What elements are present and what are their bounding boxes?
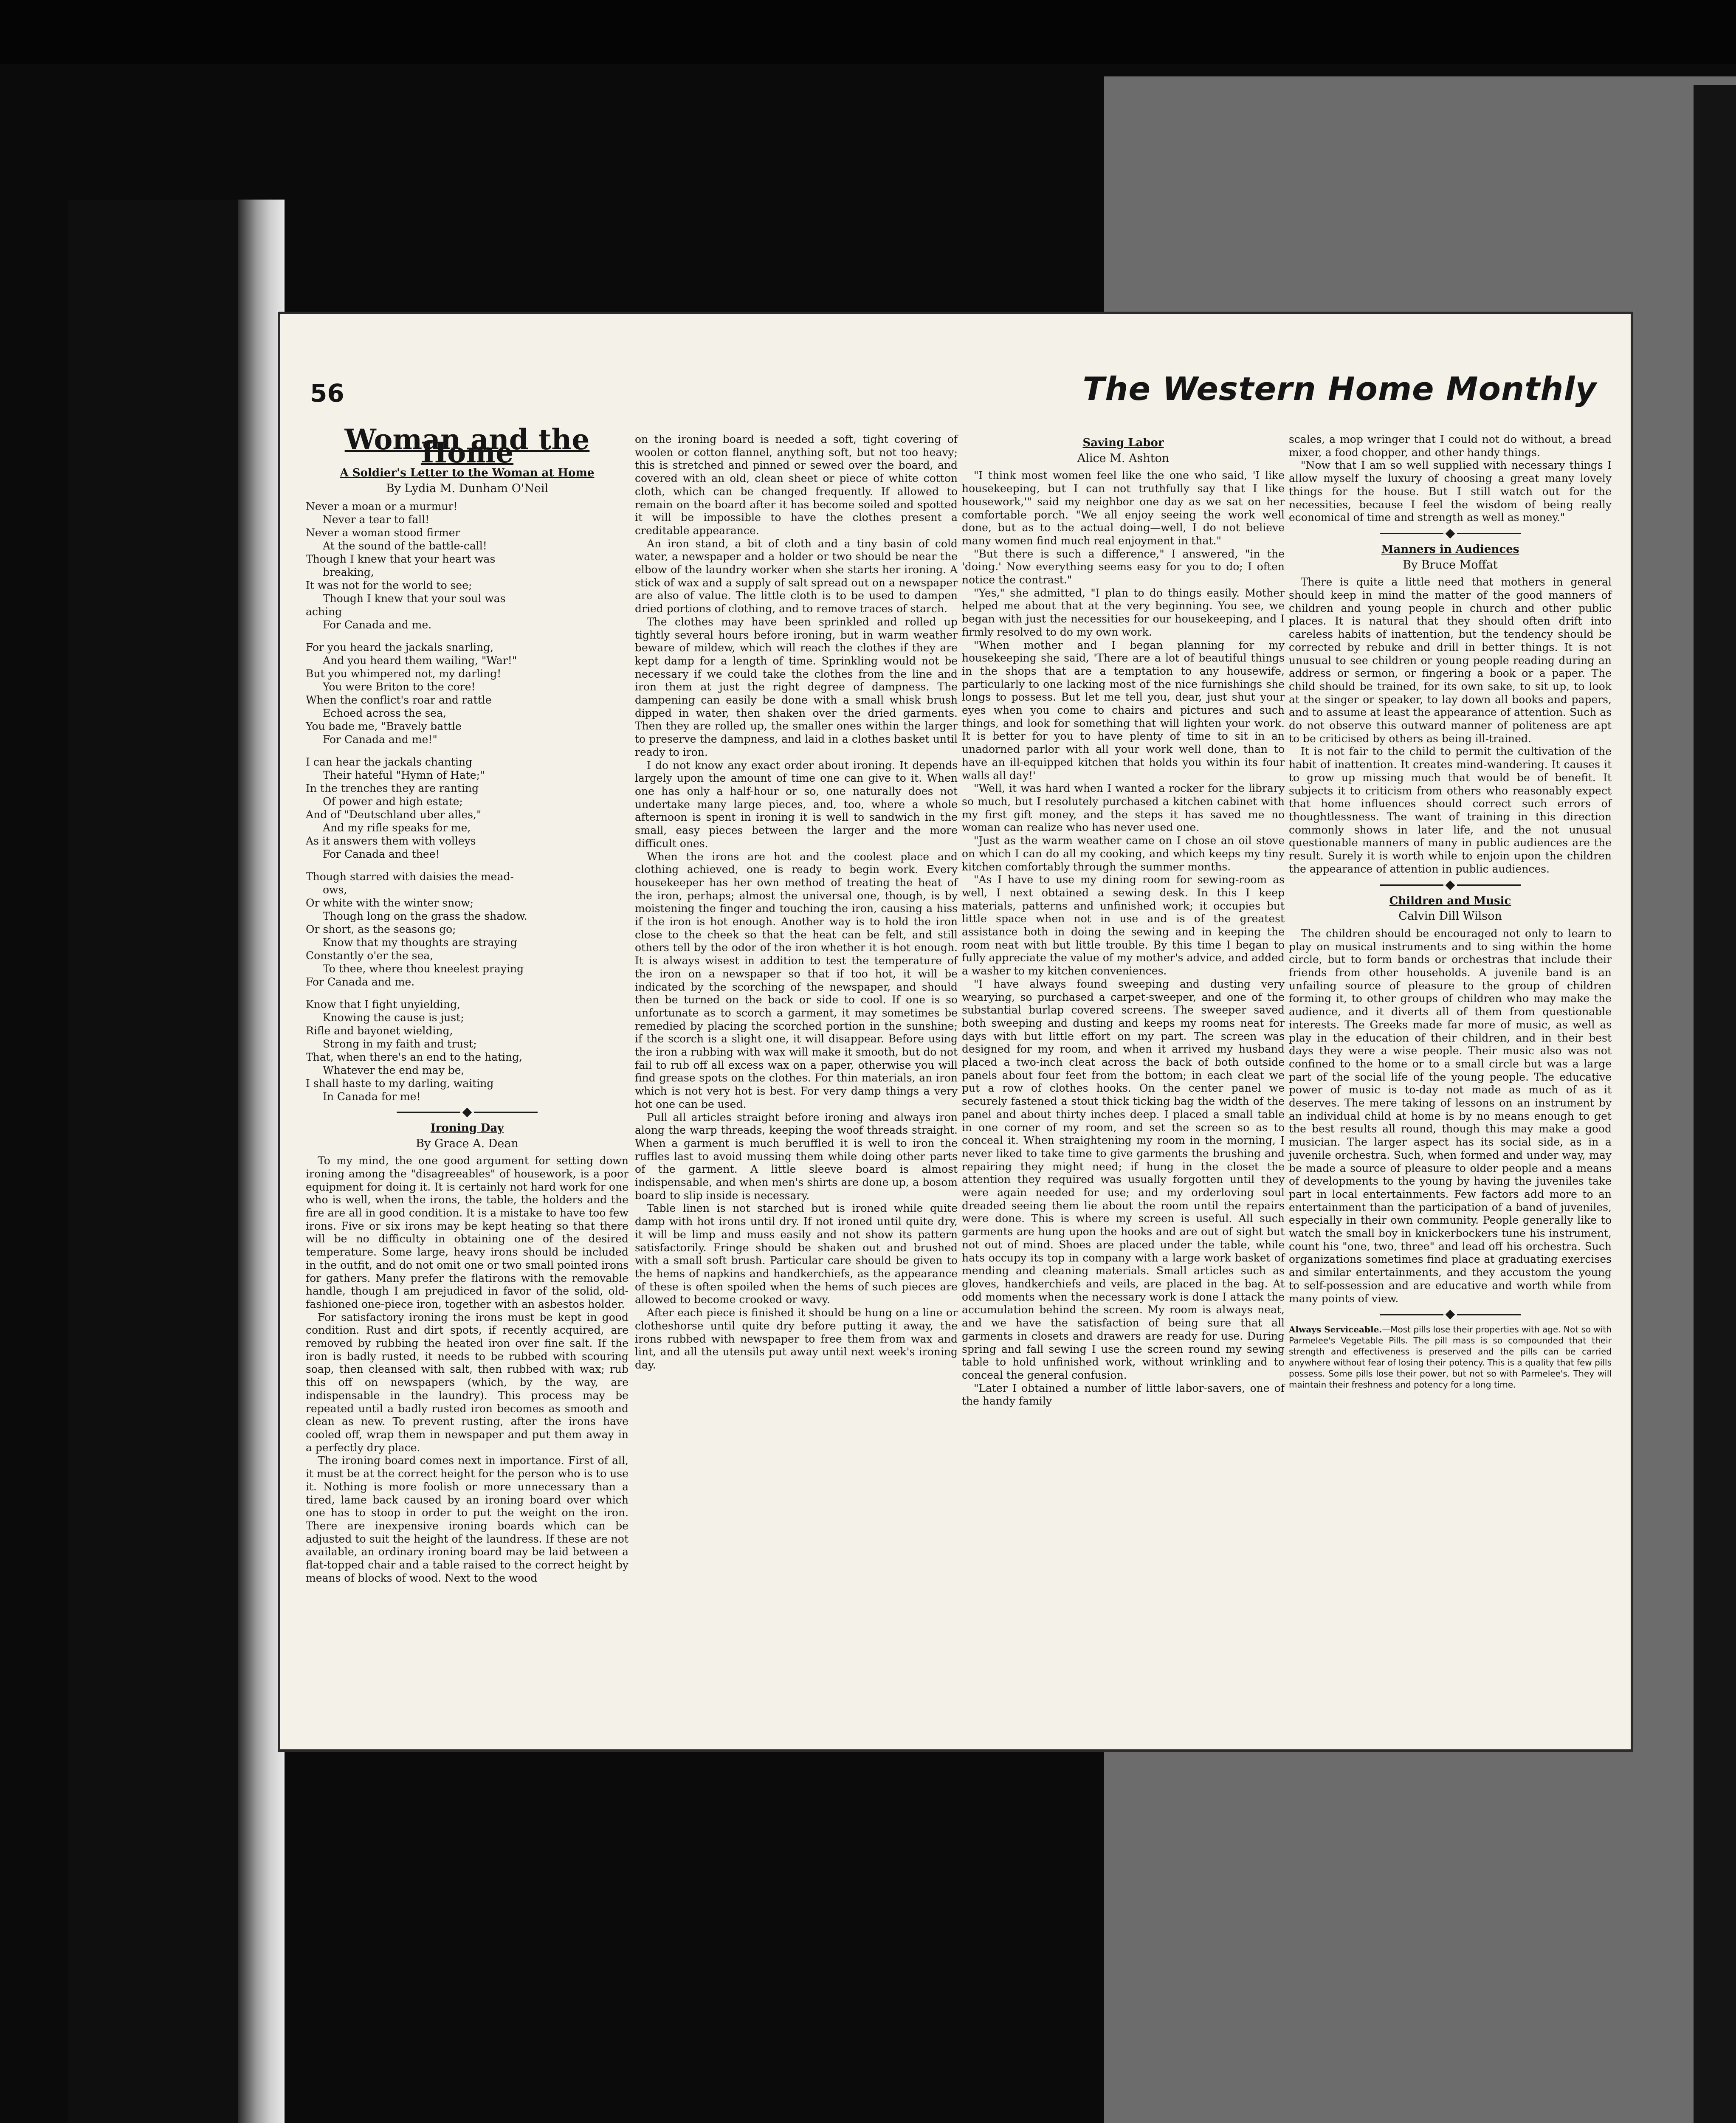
microfilm-top-edge — [0, 0, 1736, 64]
saving-labor-title: Saving Labor — [1082, 436, 1164, 449]
stanza-gap — [306, 861, 628, 870]
poem-line: Knowing the cause is just; — [323, 1011, 464, 1024]
paragraph: It is not fair to the child to permit the cultivation of the habit of inattention. It creates mind-wandering. It causes it to grow up missing much that would be of benefit. It subjects it to criticism from others who reasonably expect that home influences should correct such errors of thoughtlessness. The want of training in this direction commonly shows in later life, and the not unusual questionable manners of many in public audiences are the result. Surely it is worth while to enjoin upon the children the appearance of attention in public audiences. — [1289, 745, 1612, 875]
poem-line: Though long on the grass the shadow. — [323, 909, 527, 922]
magazine-page — [280, 314, 1631, 1749]
paragraph: "Yes," she admitted, "I plan to do things easily. Mother helped me about that at the very beginning. You see, we began with just the necessities for our housekeeping, and I firmly resolved to do my own work. — [962, 586, 1285, 638]
music-title: Children and Music — [1389, 894, 1511, 907]
paragraph: "As I have to use my dining room for sewing-room as well, I next obtained a sewing desk. In this I keep materials, patterns and unfinished work; it occupies but little space when not in use and is of the greatest assistance both in doing the sewing and in keeping the room neat with but little trouble. By this time I began to fully appreciate the value of my mother's advice, and added a washer to my kitchen conveniences. — [962, 873, 1285, 977]
poem-line: Though starred with daisies the mead- — [306, 870, 514, 883]
stanza-gap — [306, 988, 628, 998]
paragraph: on the ironing board is needed a soft, tight covering of woolen or cotton flannel, anything soft, but not too heavy; this is stretched and pinned or sewed over the board, and covered with an old, clean sheet or piece of white cotton cloth, which can be changed frequently. If allowed to remain on the board after it has become soiled and spotted it will be impossible to have the clothes present a creditable appearance. — [635, 433, 958, 537]
poem-line: breaking, — [323, 566, 374, 578]
poem-line: You were Briton to the core! — [323, 680, 476, 693]
pill-advertisement — [1289, 1324, 1612, 1390]
poem-line: Though I knew that your soul was — [323, 592, 506, 605]
poem-line: To thee, where thou kneelest praying — [323, 962, 524, 975]
poem-line: For you heard the jackals snarling, — [306, 641, 494, 653]
poem-line: Or short, as the seasons go; — [306, 923, 456, 935]
poem-line: As it answers them with volleys — [306, 834, 476, 847]
poem-line: Or white with the winter snow; — [306, 896, 474, 909]
poem-body — [306, 500, 628, 1103]
paragraph: "I think most women feel like the one who said, 'I like housekeeping, but I can not truthfully say that I like housework,'" said my neighbor one day as we sat on her comfortable porch. "We all enjoy seeing the work well done, but as to the actual doing—well, I do not believe many women find much real enjoyment in that." — [962, 469, 1285, 547]
paragraph: Table linen is not starched but is ironed while quite damp with hot irons until dry. If not ironed until quite dry, it will be limp and muss easily and not show its pattern satisfactorily. Fringe should be shaken out and brushed with a small soft brush. Particular care should be given to the hems of napkins and handkerchiefs, as the appearance of these is often spoiled when the hems of such pieces are allowed to become crooked or wavy. — [635, 1202, 958, 1306]
poem-line: At the sound of the battle-call! — [323, 539, 487, 552]
section-divider — [1289, 530, 1612, 537]
poem-line: Echoed across the sea, — [323, 707, 447, 719]
poem-line: In Canada for me! — [323, 1090, 421, 1103]
section-divider — [1289, 882, 1612, 889]
poem-line: I shall haste to my darling, waiting — [306, 1077, 494, 1090]
music-body — [1289, 927, 1612, 1305]
page-number: 56 — [310, 379, 344, 408]
manners-title: Manners in Audiences — [1381, 543, 1519, 556]
poem-line: Know that my thoughts are straying — [323, 936, 517, 949]
paragraph: "Just as the warm weather came on I chose an oil stove on which I can do all my cooking, and which keeps my tiny kitchen comfortably through the summer months. — [962, 834, 1285, 873]
manners-byline: By Bruce Moffat — [1403, 558, 1498, 572]
paragraph: I do not know any exact order about ironing. It depends largely upon the amount of time one can give to it. When one has only a half-hour or so, one naturally does not undertake many large pieces, and, too, where a whole afternoon is spent in ironing it is well to sandwich in the small, easy pieces between the larger and the more difficult ones. — [635, 759, 958, 850]
column-2 — [635, 433, 958, 1372]
ironing-byline: By Grace A. Dean — [416, 1137, 519, 1150]
paragraph: The ironing board comes next in importance. First of all, it must be at the correct height for the person who is to use it. Nothing is more foolish or more unnecessary than a tired, lame back caused by an ironing board over which one has to stoop in order to put the weight on the iron. There are inexpensive ironing boards which can be adjusted to suit the height of the laundress. If these are not available, an ordinary ironing board may be laid between a flat-topped chair and a table raised to the correct height by means of blocks of wood. Next to the wood — [306, 1454, 628, 1584]
column-4 — [1289, 433, 1612, 1390]
poem-line: Never a woman stood firmer — [306, 526, 460, 539]
poem-line: Of power and high estate; — [323, 795, 463, 808]
poem-line: For Canada and thee! — [323, 848, 440, 860]
paragraph: scales, a mop wringer that I could not do without, a bread mixer, a food chopper, and other handy things. — [1289, 433, 1612, 459]
poem-line: Their hateful "Hymn of Hate;" — [323, 769, 485, 781]
poem-line: For Canada and me. — [323, 618, 432, 631]
poem-line: For Canada and me. — [306, 975, 415, 988]
poem-line: For Canada and me!" — [323, 733, 437, 746]
column-1 — [306, 423, 628, 1585]
poem-line: Never a moan or a murmur! — [306, 500, 458, 512]
paragraph: The clothes may have been sprinkled and rolled up tightly several hours before ironing, but in warm weather beware of mildew, which will reach the clothes if they are kept damp for a length of time. Sprinkling would not be necessary if we could take the clothes from the line and iron them at just the right degree of dampness. The dampening can easily be done with a small whisk brush dipped in water, then shaken over the dried garments. Then they are rolled up, the smaller ones within the larger to preserve the dampness, and laid in a clothes basket until ready to iron. — [635, 615, 958, 758]
poem-line: It was not for the world to see; — [306, 579, 472, 591]
poem-title: A Soldier's Letter to the Woman at Home — [340, 467, 595, 480]
stanza-gap — [306, 631, 628, 641]
running-head — [310, 361, 1597, 408]
poem-line: Strong in my faith and trust; — [323, 1037, 477, 1050]
paragraph: After each piece is finished it should be hung on a line or clotheshorse until quite dry before putting it away, the irons rubbed with newspaper to free them from wax and lint, and all the utensils put away until next week's ironing day. — [635, 1306, 958, 1371]
poem-line: That, when there's an end to the hating, — [306, 1050, 523, 1063]
paragraph: When the irons are hot and the coolest place and clothing achieved, one is ready to begin work. Every housekeeper has her own method of treating the heat of the iron, perhaps; almost the universal one, though, is by moistening the finger and touching the iron, causing a hiss if the iron is hot enough. Another way is to hold the iron close to the cheek so that the heat can be felt, and still others tell by the odor of the iron whether it is hot enough. It is always wisest in addition to test the temperature of the iron on a newspaper so that if too hot, it will be indicated by the scorching of the newspaper, and should then be turned on the back or side to cool. If one is so unfortunate as to scorch a garment, it may sometimes be remedied by placing the scorched portion in the sunshine; if the scorch is a slight one, it will disappear. Before using the iron a rubbing with wax will make it smooth, but do not fail to rub off all excess wax on a paper, otherwise you will find grease spots on the clothes. For thin materials, an iron which is not very hot is best. For very damp things a very hot one can be used. — [635, 850, 958, 1110]
poem-line: And you heard them wailing, "War!" — [323, 654, 517, 667]
paragraph: "Well, it was hard when I wanted a rocker for the library so much, but I resolutely purchased a kitchen cabinet with my first gift money, and the steps it has saved me no woman can realize who has never used one. — [962, 782, 1285, 834]
column-3 — [962, 433, 1285, 1408]
poem-line: I can hear the jackals chanting — [306, 755, 473, 768]
paragraph: The children should be encouraged not only to learn to play on musical instruments and to sing within the home circle, but to form bands or orchestras that include their friends from other households. A juvenile band is an unfailing source of pleasure to the group of children forming it, to other groups of children who may make the audience, and it diverts all of them from questionable interests. The Greeks made far more of music, as well as play in the education of their children, and in their best days they were a wise people. Their music also was not confined to the home or to a small circle but was a large part of the social life of the young people. The educative power of music is to-day not made as much of as it deserves. The mere taking of lessons on an instrument by an individual child at home is by no means enough to get the best results all round, though this may make a good musician. The larger aspect has its social side, as in a juvenile orchestra. Such, when formed and under way, may be made a source of pleasure to older people and a means of developments to the young by having the juveniles take part in local entertainments. Few factors add more to an entertainment than the participation of a band of juveniles, especially in their own community. People generally like to watch the small boy in knickerbockers tune his instrument, count his "one, two, three" and lead off his orchestra. Such organizations sometimes find place at graduating exercises and similar entertainments, and they accustom the young to self-possession and are educative and worth while from many points of view. — [1289, 927, 1612, 1305]
paragraph: To my mind, the one good argument for setting down ironing among the "disagreeables" of housework, is a poor equipment for doing it. It is certainly not hard work for one who is well, when the irons, the table, the holders and the fire are all in good condition. It is a mistake to have too few irons. Five or six irons may be kept heating so that there will be no difficulty in obtaining one of the desired temperature. Some large, heavy irons should be included in the outfit, and do not omit one or two small pointed irons for gathers. Many prefer the flatirons with the removable handle, though I am prejudiced in favor of the solid, old-fashioned one-piece iron, together with an asbestos holder. — [306, 1154, 628, 1310]
poem-line: When the conflict's roar and rattle — [306, 693, 492, 706]
saving-labor-body-part-1 — [962, 469, 1285, 1408]
poem-byline: By Lydia M. Dunham O'Neil — [386, 482, 549, 496]
paragraph: "But there is such a difference," I answered, "in the 'doing.' Now everything seems easy for you to do; I often notice the contrast." — [962, 547, 1285, 586]
poem-line: ows, — [323, 883, 347, 896]
ad-text: —Most pills lose their properties with age. Not so with Parmelee's Vegetable Pills. The pill mass is so compounded that their strength and effectiveness is preserved and the pills can be carried anywhere without fear of losing their potency. This is a quality that few pills possess. Some pills lose their power, but not so with Parmelee's. They will maintain their freshness and potency for a long time. — [1289, 1324, 1612, 1390]
poem-line: You bade me, "Bravely battle — [306, 720, 462, 732]
poem-line: Know that I fight unyielding, — [306, 998, 460, 1011]
department-title: Woman and the Home — [344, 423, 590, 469]
saving-labor-byline: Alice M. Ashton — [1077, 451, 1170, 465]
section-divider — [306, 1109, 628, 1116]
section-divider — [1289, 1311, 1612, 1318]
book-gutter-shadow — [238, 200, 285, 2123]
paragraph: "I have always found sweeping and dusting very wearying, so purchased a carpet-sweeper, and one of the substantial burlap covered screens. The sweeper saved both sweeping and dusting and keeps my rooms neat for days with but little effort on my part. The screen was designed for my room, and when it arrived my husband placed a two-inch cleat across the back of both outside panels about four feet from the bottom; in each cleat we put a row of clothes hooks. On the center panel we securely fastened a stout thick ticking bag the width of the panel and about thirty inches deep. I placed a small table in one corner of my room, and set the screen so as to conceal it. When straightening my room in the morning, I never liked to take time to give garments the brushing and repairing they might need; if hung in the closet the attention they required was usually forgotten until they were again needed for use; and my orderloving soul dreaded seeing them lie about the room until the repairs were done. This is where my screen is useful. All such garments are hung upon the hooks and are out of sight but not out of mind. Shoes are placed under the table, while hats occupy its top in company with a large work basket of mending and cleaning materials. Small articles such as gloves, handkerchiefs and veils, are placed in the bag. At odd moments when the necessary work is done I attack the accumulation behind the screen. My room is always neat, and we have the satisfaction of being sure that all garments in closets and drawers are ready for use. During spring and fall sewing I use the screen round my sewing table to hold unfinished work, without wrinkling and to conceal the general confusion. — [962, 977, 1285, 1381]
poem-line: But you whimpered not, my darling! — [306, 667, 502, 680]
paragraph: For satisfactory ironing the irons must be kept in good condition. Rust and dirt spots, if recently acquired, are removed by rubbing the heated iron over fine salt. If the iron is badly rusted, it needs to be rubbed with scouring soap, then cleansed with salt, then rubbed with wax; rub this off on newspapers (which, by the way, are indispensable in the laundry). This process may be repeated until a badly rusted iron becomes as smooth and clean as new. To prevent rusting, after the irons have cooled off, wrap them in newspaper and put them away in a perfectly dry place. — [306, 1311, 628, 1454]
ironing-body-part-1 — [306, 1154, 628, 1585]
paragraph: An iron stand, a bit of cloth and a tiny basin of cold water, a newspaper and a holder or two should be near the elbow of the laundry worker when she starts her ironing. A stick of wax and a supply of salt spread out on a newspaper are also of value. The little cloth is to be used to dampen dried portions of clothing, and to remove traces of starch. — [635, 537, 958, 615]
poem-line: And my rifle speaks for me, — [323, 821, 471, 834]
poem-line: Constantly o'er the sea, — [306, 949, 434, 962]
poem-line: Though I knew that your heart was — [306, 552, 496, 565]
paragraph: "Later I obtained a number of little labor-savers, one of the handy family — [962, 1382, 1285, 1408]
manners-body — [1289, 576, 1612, 876]
stanza-gap — [306, 746, 628, 755]
poem-line: Whatever the end may be, — [323, 1064, 465, 1076]
paragraph: "Now that I am so well supplied with necessary things I allow myself the luxury of choosing a great many lovely things for the house. But I still watch out for the necessities, because I feel the wisdom of being really economical of time and strength as well as money." — [1289, 459, 1612, 524]
paragraph: Pull all articles straight before ironing and always iron along the warp threads, keeping the woof threads straight. When a garment is much beruffled it is well to iron the ruffles last to avoid mussing them while doing other parts of the garment. A little sleeve board is almost indispensable, and when men's shirts are done up, a bosom board to slip inside is necessary. — [635, 1111, 958, 1202]
ironing-body-part-2 — [635, 433, 958, 1372]
paragraph: There is quite a little need that mothers in general should keep in mind the matter of the good manners of children and young people in church and other public places. It is natural that they should often drift into careless habits of inattention, but the tendency should be corrected by rebuke and drill in better things. It is not unusual to see children or young people reading during an address or sermon, or fingering a book or a paper. The child should be trained, for its own sake, to sit up, to look at the singer or speaker, to lay down all books and papers, and to assume at least the appearance of attention. Such as do not observe this outward manner of politeness are apt to be criticised by others as being ill-trained. — [1289, 576, 1612, 745]
saving-labor-body-part-2 — [1289, 433, 1612, 524]
poem-line: In the trenches they are ranting — [306, 782, 479, 794]
paragraph: "When mother and I began planning for my housekeeping she said, 'There are a lot of beautiful things in the shops that are a temptation to any housewife, particularly to one lacking most of the nice furnishings she longs to possess. But let me tell you, dear, just shut your eyes when you come to chairs and pictures and such things, and look for something that will lighten your work. It is better for you to have plenty of time to sit in an unadorned parlor with all your work well done, than to have an ill-equipped kitchen that holds you within its four walls all day!' — [962, 639, 1285, 782]
ad-lead: Always Serviceable. — [1289, 1324, 1382, 1335]
poem-line: Rifle and bayonet wielding, — [306, 1024, 453, 1037]
magazine-title: The Western Home Monthly — [1082, 370, 1597, 408]
ironing-title: Ironing Day — [430, 1121, 504, 1135]
poem-line: aching — [306, 605, 342, 618]
music-byline: Calvin Dill Wilson — [1398, 909, 1502, 923]
poem-line: Never a tear to fall! — [323, 513, 430, 526]
poem-line: And of "Deutschland uber alles," — [306, 808, 482, 821]
microfilm-right-edge — [1694, 85, 1736, 2123]
